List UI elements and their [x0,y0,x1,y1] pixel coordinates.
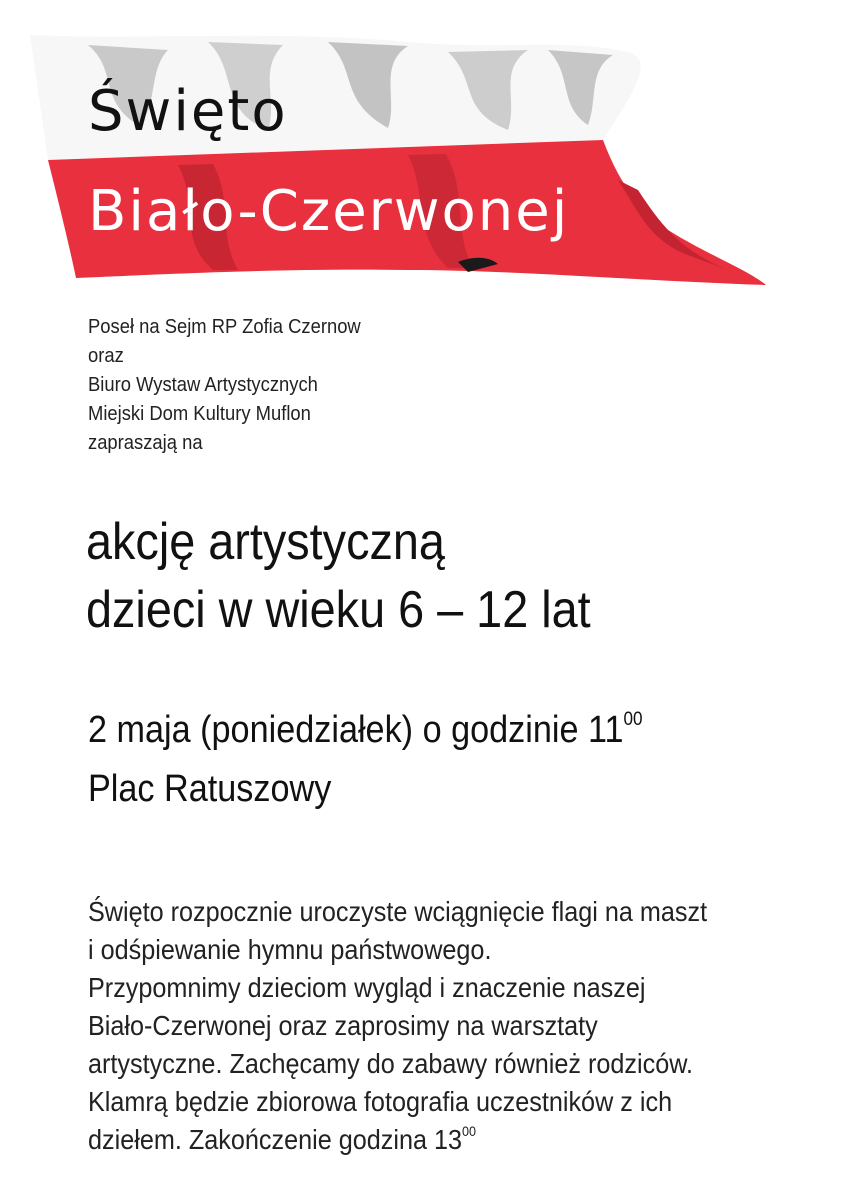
organizers-list [88,313,361,458]
title-line-2: Biało-Czerwonej [88,179,570,244]
title-line-1: Święto [88,79,288,144]
end-time-minutes: 00 [462,1123,477,1140]
event-time-minutes: 00 [623,708,643,730]
event-title [86,508,591,644]
end-time-text: dziełem. Zakończenie godzina 13 [88,1124,463,1155]
organizer-line: Miejski Dom Kultury Muflon [88,403,311,425]
organizer-line: zapraszają na [88,432,203,454]
description-last-line [88,1121,707,1163]
event-title-line-2: dzieci w wieku 6 – 12 lat [86,581,591,639]
event-date-line [88,704,643,763]
organizer-line: Biuro Wystaw Artystycznych [88,374,318,396]
description-line: artystyczne. Zachęcamy do zabawy również rodziców. [88,1048,694,1079]
description-line: Święto rozpocznie uroczyste wciągnięcie flagi na maszt [88,896,708,927]
organizer-line: oraz [88,345,124,367]
event-title-line-1: akcję artystyczną [86,513,445,571]
event-description [88,893,707,1163]
flag-icon [28,30,768,290]
description-line: Biało-Czerwonej oraz zaprosimy na warsztaty [88,1010,598,1041]
organizer-line: Poseł na Sejm RP Zofia Czernow [88,316,361,338]
event-date-text: 2 maja (poniedziałek) o godzinie 11 [88,709,624,751]
description-line: Przypomnimy dzieciom wygląd i znaczenie naszej [88,972,646,1003]
polish-flag-image [28,30,768,290]
event-place: Plac Ratuszowy [88,768,332,810]
event-when [88,704,643,815]
description-line: Klamrą będzie zbiorowa fotografia uczestników z ich [88,1086,673,1117]
description-line: i odśpiewanie hymnu państwowego. [88,934,492,965]
